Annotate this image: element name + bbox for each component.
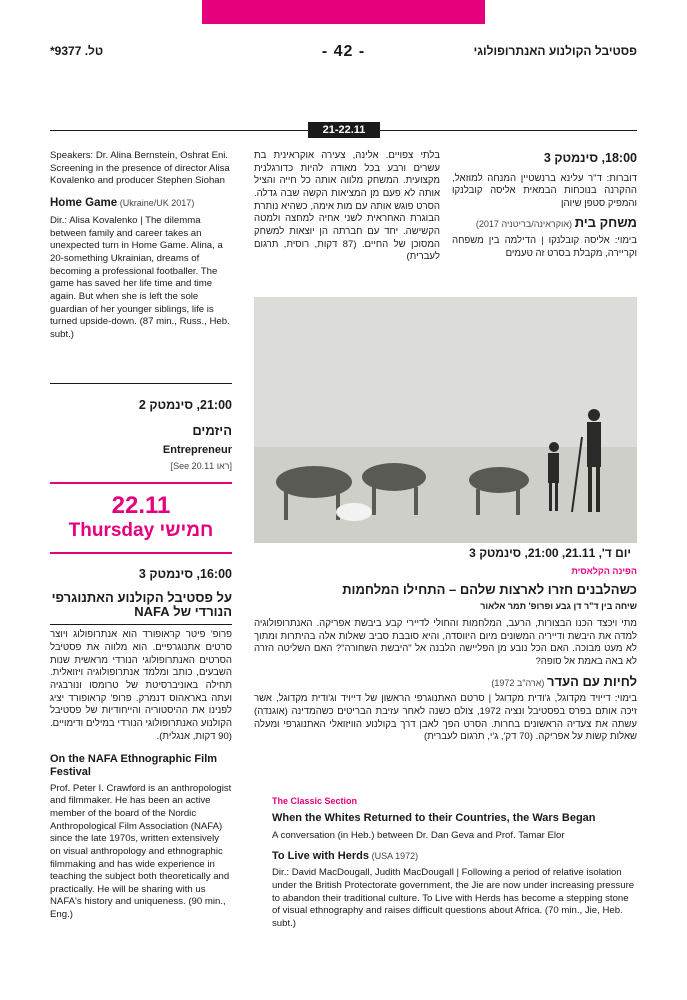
film-title-en: Home Game	[50, 196, 118, 209]
date-tag: 21-22.11	[308, 122, 380, 138]
nafa-time: 16:00, סינמטק 3	[138, 567, 232, 581]
nafa-desc-en: Prof. Peter I. Crawford is an anthropologist and filmmaker. He has been an active member of the board of the Nordic Anthropological Film Association (NAFA) since the late 1970s, written extensively on visual anthropology and ethnographic filmmaking and has wide experience in teaching the subject both theoretically and practically. He will be sharing with us NAFA's history and uniqueness. (90 min., Eng.)	[50, 782, 232, 921]
right-column	[452, 150, 637, 263]
speakers-he: דוברות: ד"ר עלינא ברנשטיין המנחה למוזאל, ההקרנה בנוכחות הבמאית אליסה קובלנקו והמפיק סטפן שיוהן	[452, 172, 637, 209]
day-he: חמישי	[159, 520, 214, 541]
film-title-he: משחק בית	[574, 215, 637, 231]
day-rule-top	[50, 482, 232, 484]
live-title-en-row	[272, 849, 637, 864]
page-number: - 42 -	[321, 43, 366, 60]
middle-column	[254, 150, 440, 267]
film-origin-en: (Ukraine/UK 2017)	[119, 197, 195, 208]
classic-section-en	[272, 796, 637, 934]
nafa-block	[50, 566, 232, 925]
classic-section-he	[254, 566, 637, 747]
film-title-he-row	[452, 214, 637, 232]
section-label-en: The Classic Section	[272, 796, 358, 806]
nafa-title-he: על פסטיבל הקולנוע האתנוגרפי הנורדי של NAFA	[51, 589, 232, 620]
speakers-en: Speakers: Dr. Alina Bernstein, Oshrat Eni. Screening in the presence of director Alisa Kovalenko and producer Stephen Siohan	[50, 150, 230, 187]
live-origin-en: (USA 1972)	[371, 850, 419, 861]
live-title-he: לחיות עם העדר	[547, 673, 637, 689]
photo-caption: יום ד', 21.11, 21:00, סינמטק 3	[254, 543, 637, 565]
film-desc-he: בימוי: אליסה קובלנקו | הדילמה בין משפחה וקריירה, מקבלת בסרט זה טעמים	[452, 235, 637, 259]
nafa-title-en: On the NAFA Ethnographic Film Festival	[50, 753, 218, 778]
divider	[50, 383, 232, 384]
nafa-rule	[50, 624, 232, 625]
screening-time: 18:00, סינמטק 3	[543, 151, 637, 165]
film-desc-he-cont: בלתי צפויים. אלינה, צעירה אוקראינית בת עשרים ורבע בכל מאודה להיות כדורגלנית מקצועית. המשחק מלווה אותה כל חייה והציל אותה לא פעם מן המציאות הקשה שבה גדלה. הסרט פוגש אותה עם מות אימה, כשהיא נותרת הבוגרת האחראית לשני אחיה למחצה ולמטה הקשישה. יחד עם חברתה הן יוצאות למשחק המסוכן של החיים. (87 דקות, רוסית, תרגום לעברית)	[254, 150, 441, 263]
entre-title-en: Entrepreneur	[162, 443, 232, 456]
classic-desc-he: מתי ויכצד הכנו הבצורות, הרעב, המלחמות והחולי לדיירי קבע ביבשת אפריקה. האנתרופולוגיה למדה את היבשת ודייריה המשונים מיום היווסדה, והיא סובבת סביב שאלות אלה בהיתרות ומתוך לא מעט מבוכה. האם הכל נובע מן הפליישה הלבנה אל "היבשת השחורה"? האם השליטה הזרה לא באה באמת אל סופה?	[254, 617, 637, 667]
film-origin-he: (אוקראינה/בריטניה 2017)	[475, 219, 573, 230]
live-desc-he: בימוי: דייויד מקדוגל, ג'ודית מקדוגל | סרטם האתנוגרפי הראשון של דייויד וג'ודית מקדוגל, אשר זיכה אותם בפרס בפסטיבל ונציה 1972, צולם כשנה לאחר עזיבת הבריטים כשהמדינה (אוגנדה) עשתה את צעדיה הראשונים בחרות. הסרט הפך לאבן דרך בקולנוע הוויזואלי האתנוגרפי ומעלה שאלות קשות על אפריקה. (70 דק', ג'י, תרגום לעברית)	[254, 693, 637, 743]
nafa-desc-he: פרופ' פיטר קראופורד הוא אנתרופולוג ויוצר סרטים אתנוגרפיים. הוא מלווה את פסטיבל הסרטים האנתרופולוגי הנורדי מראשית שנות השבעים, כותב ומלמד אנתרופולוגיה ויזואלית. תחילה באוניברסיטת של טרומסו ונורבגיה ועתה באראהוס דנמרק. פרופ' קראופורד יציג לפנינו את ההיסטוריה והייחודיות של פסטיבל הקולנוע האנתרופולוגי הנורדי במילים ודימויים. (90 דקות, אנגלית).	[50, 629, 232, 742]
top-accent-bar	[202, 0, 485, 24]
classic-conv-he: שיחה בין ד"ר דן גבע ופרופ' תמר אלאור	[480, 601, 637, 612]
section-label-he: הפינה הקלאסית	[571, 566, 637, 576]
day-rule-bottom	[50, 552, 232, 554]
classic-title-en: When the Whites Returned to their Countries, the Wars Began	[272, 811, 596, 824]
day-en: Thursday	[68, 520, 155, 541]
day-number: 22.11	[111, 492, 171, 519]
entre-time: 21:00, סינמטק 2	[138, 398, 232, 412]
classic-title-he: כשהלבנים חזרו לארצות שלהם – התחילו המלחמות	[342, 581, 637, 597]
classic-conv-en: A conversation (in Heb.) between Dr. Dan Geva and Prof. Tamar Elor	[272, 830, 565, 842]
live-origin-he: (ארה"ב 1972)	[491, 677, 545, 688]
phone-number: טל. 9377*	[50, 44, 104, 58]
entre-see: [ראו 20.11 See]	[170, 461, 232, 472]
day-label	[50, 518, 232, 543]
film-title-en-row	[50, 196, 232, 211]
live-desc-en: Dir.: David MacDougall, Judith MacDougall | Following a period of relative isolation under the British Protectorate government, the Jie are now under increasing pressure to abandon their traditional culture. To Live with Herds has become a stepping stone of visual ethnography and raises difficult questions about Africa. (70 min., Jie, Heb. subt.)	[272, 867, 635, 929]
herding-photo	[254, 297, 637, 562]
left-column	[50, 150, 232, 345]
entre-title-he: היזמים	[192, 422, 232, 438]
live-title-he-row	[254, 673, 637, 691]
festival-title: פסטיבל הקולנוע האנתרופולוגי	[473, 44, 637, 58]
entrepreneur-block	[50, 397, 232, 473]
live-title-en: To Live with Herds	[272, 849, 369, 862]
film-desc-en: Dir.: Alisa Kovalenko | The dilemma between family and career takes an unexpected turn in Home Game. Alina, a 20-something Ukrainian, dreams of becoming a professional footballer. The game has saved her life time and time again. But when she is left the sole guardian of her younger siblings, life is turned upside-down. (87 min., Russ., Heb. subt.)	[50, 215, 230, 341]
